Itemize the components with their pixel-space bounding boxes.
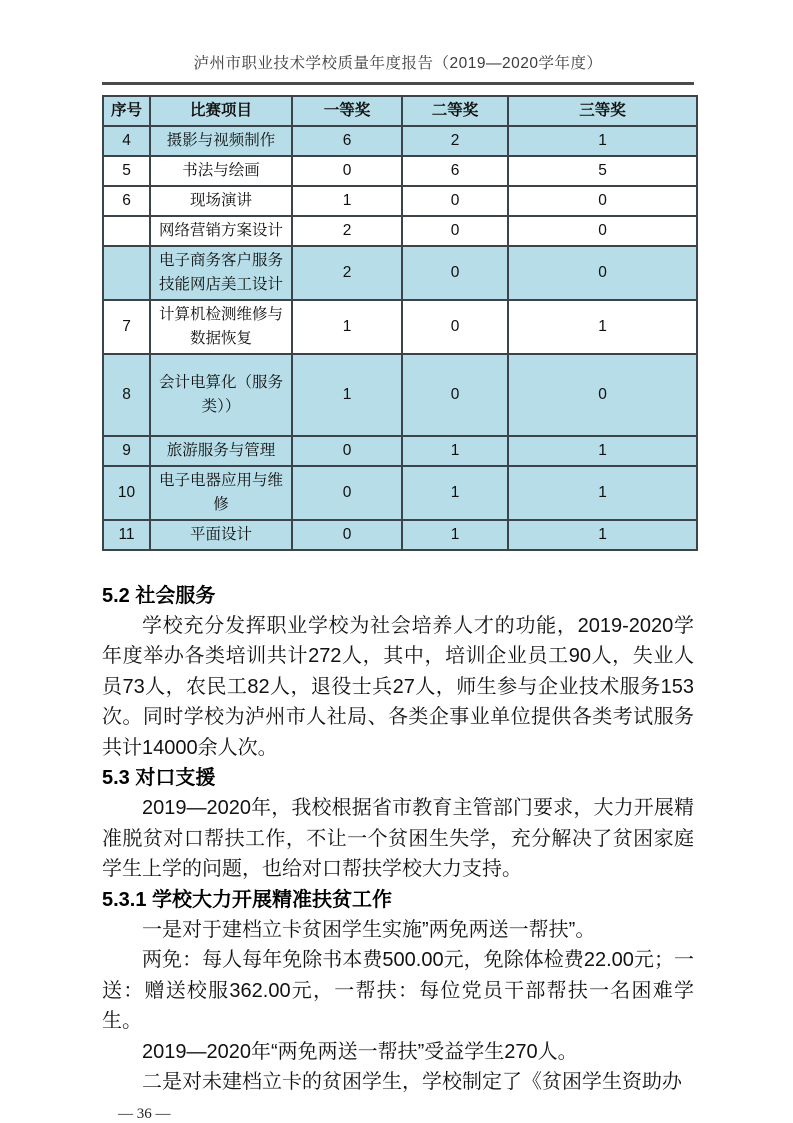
column-header-third: 三等奖 xyxy=(508,96,697,126)
cell-second-prize: 2 xyxy=(402,126,508,156)
cell-third-prize: 1 xyxy=(508,520,697,550)
cell-item: 会计电算化（服务类）） xyxy=(150,354,292,436)
cell-first-prize: 1 xyxy=(292,300,402,354)
cell-first-prize: 2 xyxy=(292,216,402,246)
cell-second-prize: 6 xyxy=(402,156,508,186)
cell-item: 现场演讲 xyxy=(150,186,292,216)
cell-item: 网络营销方案设计 xyxy=(150,216,292,246)
cell-first-prize: 1 xyxy=(292,186,402,216)
cell-item: 书法与绘画 xyxy=(150,156,292,186)
cell-item: 电子电器应用与维修 xyxy=(150,466,292,520)
section-heading: 5.3.1 学校大力开展精准扶贫工作 xyxy=(102,888,393,911)
cell-first-prize: 0 xyxy=(292,520,402,550)
cell-first-prize: 0 xyxy=(292,156,402,186)
cell-no: 7 xyxy=(103,300,150,354)
page-content xyxy=(102,0,694,1123)
table-row xyxy=(103,466,697,520)
cell-no: 6 xyxy=(103,186,150,216)
cell-no xyxy=(103,246,150,300)
cell-second-prize: 0 xyxy=(402,186,508,216)
paragraph: 二是对未建档立卡的贫困学生，学校制定了《贫困学生资助办 xyxy=(142,1071,682,1093)
page-header xyxy=(102,0,694,85)
column-header-first: 一等奖 xyxy=(292,96,402,126)
cell-no: 10 xyxy=(103,466,150,520)
table-row xyxy=(103,300,697,354)
cell-no xyxy=(103,216,150,246)
cell-second-prize: 1 xyxy=(402,436,508,466)
cell-first-prize: 1 xyxy=(292,354,402,436)
table-row xyxy=(103,436,697,466)
cell-item: 电子商务客户服务技能网店美工设计 xyxy=(150,246,292,300)
cell-third-prize: 1 xyxy=(508,466,697,520)
paragraph: 2019—2020年，我校根据省市教育主管部门要求，大力开展精准脱贫对口帮扶工作，不让一个贫困生失学，充分解决了贫困家庭学生上学的问题，也给对口帮扶学校大力支持。 xyxy=(102,797,694,880)
cell-second-prize: 1 xyxy=(402,466,508,520)
cell-no: 5 xyxy=(103,156,150,186)
cell-third-prize: 0 xyxy=(508,186,697,216)
cell-first-prize: 6 xyxy=(292,126,402,156)
table-row xyxy=(103,216,697,246)
cell-no: 11 xyxy=(103,520,150,550)
cell-first-prize: 0 xyxy=(292,436,402,466)
cell-third-prize: 0 xyxy=(508,246,697,300)
header-rule xyxy=(102,82,694,85)
table-row xyxy=(103,354,697,436)
column-header-item: 比赛项目 xyxy=(150,96,292,126)
cell-no: 9 xyxy=(103,436,150,466)
table-row xyxy=(103,156,697,186)
cell-third-prize: 0 xyxy=(508,354,697,436)
cell-third-prize: 0 xyxy=(508,216,697,246)
cell-second-prize: 0 xyxy=(402,354,508,436)
cell-second-prize: 1 xyxy=(402,520,508,550)
table-header-row xyxy=(103,96,697,126)
column-header-second: 二等奖 xyxy=(402,96,508,126)
cell-no: 8 xyxy=(103,354,150,436)
cell-first-prize: 0 xyxy=(292,466,402,520)
table-row xyxy=(103,186,697,216)
cell-second-prize: 0 xyxy=(402,216,508,246)
table-row xyxy=(103,246,697,300)
cell-second-prize: 0 xyxy=(402,300,508,354)
section-heading: 5.2 社会服务 xyxy=(102,584,216,607)
cell-item: 旅游服务与管理 xyxy=(150,436,292,466)
report-header-title: 泸州市职业技术学校质量年度报告（2019—2020学年度） xyxy=(193,55,603,72)
column-header-no: 序号 xyxy=(103,96,150,126)
cell-item: 摄影与视频制作 xyxy=(150,126,292,156)
cell-second-prize: 0 xyxy=(402,246,508,300)
cell-third-prize: 1 xyxy=(508,300,697,354)
paragraph: 两免：每人每年免除书本费500.00元，免除体检费22.00元；一送：赠送校服362.00元，一帮扶：每位党员干部帮扶一名困难学生。 xyxy=(102,949,694,1032)
cell-first-prize: 2 xyxy=(292,246,402,300)
section-heading: 5.3 对口支援 xyxy=(102,767,216,789)
cell-no: 4 xyxy=(103,126,150,156)
cell-third-prize: 5 xyxy=(508,156,697,186)
cell-item: 计算机检测维修与数据恢复 xyxy=(150,300,292,354)
table-row xyxy=(103,126,697,156)
page-number-footer: — 36 — xyxy=(118,1105,171,1122)
table-row xyxy=(103,520,697,550)
cell-item: 平面设计 xyxy=(150,520,292,550)
cell-third-prize: 1 xyxy=(508,126,697,156)
awards-table xyxy=(102,95,698,551)
body-sections xyxy=(102,581,694,1098)
paragraph: 一是对于建档立卡贫困学生实施”两免两送一帮扶”。 xyxy=(142,918,596,941)
cell-third-prize: 1 xyxy=(508,436,697,466)
paragraph: 学校充分发挥职业学校为社会培养人才的功能，2019-2020学年度举办各类培训共计272人，其中，培训企业员工90人，失业人员73人，农民工82人，退役士兵27人，师生参与企业技术服务153次。同时学校为泸州市人社局、各类企事业单位提供各类考试服务共计14000余人次。 xyxy=(102,614,694,759)
paragraph: 2019—2020年“两免两送一帮扶”受益学生270人。 xyxy=(142,1040,578,1063)
